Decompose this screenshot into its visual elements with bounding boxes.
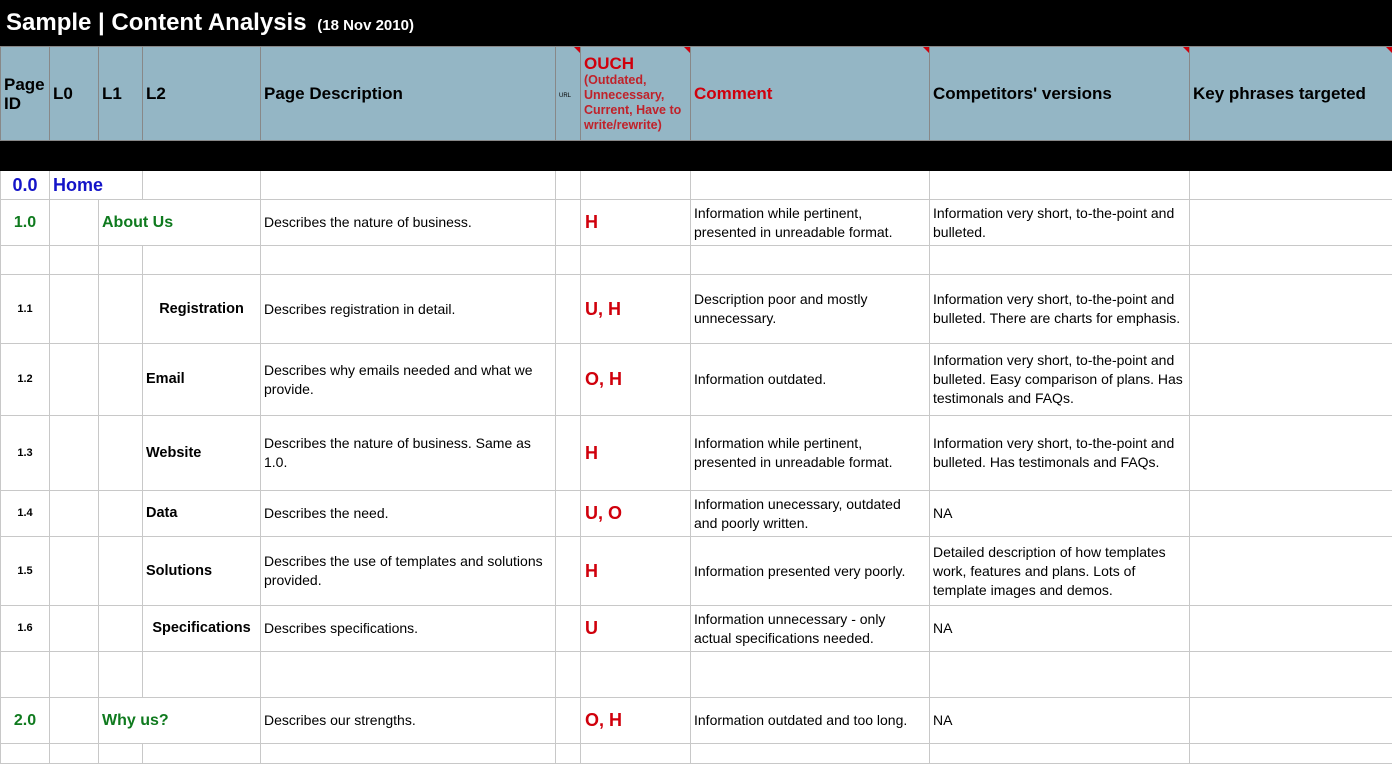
cell-competitor[interactable]: NA (930, 491, 1190, 537)
cell-description[interactable]: Describes specifications. (261, 606, 556, 652)
cell-l0[interactable] (50, 698, 99, 744)
header-page-id[interactable]: Page ID (1, 47, 50, 141)
cell-l2[interactable]: Email (143, 344, 261, 416)
cell-key-phrases[interactable] (1190, 491, 1392, 537)
cell-comment[interactable]: Information unnecessary - only actual specifications needed. (691, 606, 930, 652)
cell-l1[interactable] (99, 606, 143, 652)
cell-competitor[interactable]: Information very short, to-the-point and bulleted. (930, 200, 1190, 246)
cell-key-phrases[interactable] (1190, 744, 1392, 764)
cell-comment[interactable]: Information while pertinent, presented in unreadable format. (691, 200, 930, 246)
cell-page-id[interactable]: 1.0 (1, 200, 50, 246)
cell-comment[interactable] (691, 171, 930, 200)
table-row (1, 698, 1392, 744)
cell-ouch[interactable]: U, O (581, 491, 691, 537)
cell-l0[interactable]: Home (50, 171, 143, 200)
cell-key-phrases[interactable] (1190, 537, 1392, 606)
comment-marker-icon (574, 47, 580, 53)
comment-marker-icon (1386, 47, 1392, 53)
comment-marker-icon (684, 47, 690, 53)
cell-description[interactable]: Describes the use of templates and solutions provided. (261, 537, 556, 606)
cell-description[interactable]: Describes registration in detail. (261, 275, 556, 344)
cell-page-id[interactable]: 0.0 (1, 171, 50, 200)
cell-page-id[interactable]: 2.0 (1, 698, 50, 744)
cell-page-id[interactable] (1, 652, 50, 698)
cell-page-id[interactable]: 1.3 (1, 416, 50, 491)
cell-url[interactable] (556, 171, 581, 200)
comment-marker-icon (1183, 47, 1189, 53)
cell-description[interactable] (261, 744, 556, 764)
title-bar (0, 0, 1392, 46)
header-key-phrases-label: Key phrases targeted (1193, 84, 1366, 103)
cell-key-phrases[interactable] (1190, 200, 1392, 246)
cell-l1[interactable] (99, 344, 143, 416)
cell-comment[interactable] (691, 246, 930, 275)
table-row (1, 537, 1392, 606)
cell-competitor[interactable] (930, 171, 1190, 200)
cell-l2[interactable] (143, 171, 261, 200)
cell-key-phrases[interactable] (1190, 416, 1392, 491)
cell-ouch[interactable]: U, H (581, 275, 691, 344)
header-comment[interactable] (691, 47, 930, 141)
cell-description[interactable]: Describes the nature of business. (261, 200, 556, 246)
cell-l0[interactable] (50, 344, 99, 416)
cell-l0[interactable] (50, 491, 99, 537)
header-description[interactable]: Page Description (261, 47, 556, 141)
cell-key-phrases[interactable] (1190, 606, 1392, 652)
cell-page-id[interactable]: 1.1 (1, 275, 50, 344)
cell-l0[interactable] (50, 744, 99, 764)
cell-ouch[interactable]: O, H (581, 344, 691, 416)
cell-l2[interactable]: Solutions (143, 537, 261, 606)
title-date: (18 Nov 2010) (317, 17, 414, 34)
cell-ouch[interactable]: U (581, 606, 691, 652)
cell-key-phrases[interactable] (1190, 344, 1392, 416)
cell-description[interactable] (261, 171, 556, 200)
cell-l0[interactable] (50, 246, 99, 275)
cell-l2[interactable] (143, 652, 261, 698)
cell-ouch[interactable] (581, 744, 691, 764)
table-row (1, 246, 1392, 275)
header-ouch[interactable] (581, 47, 691, 141)
table-row (1, 744, 1392, 764)
cell-competitor[interactable] (930, 246, 1190, 275)
cell-competitor[interactable]: NA (930, 606, 1190, 652)
cell-ouch[interactable] (581, 246, 691, 275)
cell-l1[interactable]: Why us? (99, 698, 261, 744)
cell-l0[interactable] (50, 416, 99, 491)
header-competitors[interactable] (930, 47, 1190, 141)
header-key-phrases[interactable] (1190, 47, 1392, 141)
cell-description[interactable]: Describes our strengths. (261, 698, 556, 744)
header-ouch-subtitle: (Outdated, Unnecessary, Current, Have to write/rewrite) (584, 73, 687, 133)
cell-l1[interactable] (99, 416, 143, 491)
cell-l0[interactable] (50, 200, 99, 246)
cell-l1[interactable]: About Us (99, 200, 261, 246)
cell-l1[interactable] (99, 275, 143, 344)
header-competitors-label: Competitors' versions (933, 84, 1112, 103)
cell-ouch[interactable]: O, H (581, 698, 691, 744)
cell-page-id[interactable] (1, 246, 50, 275)
cell-url[interactable] (556, 275, 581, 344)
cell-ouch[interactable] (581, 171, 691, 200)
cell-ouch[interactable]: H (581, 537, 691, 606)
cell-page-id[interactable]: 1.6 (1, 606, 50, 652)
table-row (1, 606, 1392, 652)
cell-url[interactable] (556, 744, 581, 764)
cell-l0[interactable] (50, 652, 99, 698)
cell-l1[interactable] (99, 491, 143, 537)
header-row (1, 47, 1392, 141)
cell-comment[interactable]: Information unecessary, outdated and poorly written. (691, 491, 930, 537)
cell-page-id[interactable]: 1.4 (1, 491, 50, 537)
cell-l1[interactable] (99, 744, 143, 764)
cell-competitor[interactable]: Information very short, to-the-point and bulleted. Easy comparison of plans. Has testimonals and FAQs. (930, 344, 1190, 416)
cell-comment[interactable]: Information outdated. (691, 344, 930, 416)
cell-competitor[interactable]: Detailed description of how templates work, features and plans. Lots of template images and demos. (930, 537, 1190, 606)
cell-description[interactable]: Describes the nature of business. Same as 1.0. (261, 416, 556, 491)
cell-description[interactable] (261, 652, 556, 698)
cell-competitor[interactable]: Information very short, to-the-point and bulleted. There are charts for emphasis. (930, 275, 1190, 344)
table-row (1, 344, 1392, 416)
table-row (1, 200, 1392, 246)
table-row (1, 416, 1392, 491)
cell-page-id[interactable]: 1.5 (1, 537, 50, 606)
comment-marker-icon (923, 47, 929, 53)
cell-url[interactable] (556, 344, 581, 416)
header-ouch-label: OUCH (584, 54, 687, 73)
cell-comment[interactable]: Information while pertinent, presented in unreadable format. (691, 416, 930, 491)
cell-l0[interactable] (50, 275, 99, 344)
cell-comment[interactable]: Information presented very poorly. (691, 537, 930, 606)
cell-l0[interactable] (50, 606, 99, 652)
cell-page-id[interactable]: 1.2 (1, 344, 50, 416)
cell-l2[interactable]: Registration (143, 275, 261, 344)
cell-key-phrases[interactable] (1190, 275, 1392, 344)
cell-ouch[interactable]: H (581, 416, 691, 491)
cell-description[interactable]: Describes why emails needed and what we provide. (261, 344, 556, 416)
header-l0[interactable]: L0 (50, 47, 99, 141)
cell-comment[interactable] (691, 744, 930, 764)
cell-ouch[interactable] (581, 652, 691, 698)
cell-competitor[interactable]: NA (930, 698, 1190, 744)
cell-l2[interactable] (143, 744, 261, 764)
table-row (1, 275, 1392, 344)
cell-url[interactable] (556, 606, 581, 652)
spreadsheet-grid (0, 46, 1392, 764)
cell-description[interactable]: Describes the need. (261, 491, 556, 537)
table-row (1, 491, 1392, 537)
table-row (1, 652, 1392, 698)
cell-competitor[interactable]: Information very short, to-the-point and bulleted. Has testimonals and FAQs. (930, 416, 1190, 491)
cell-comment[interactable]: Description poor and mostly unnecessary. (691, 275, 930, 344)
cell-url[interactable] (556, 491, 581, 537)
cell-key-phrases[interactable] (1190, 698, 1392, 744)
cell-comment[interactable]: Information outdated and too long. (691, 698, 930, 744)
cell-l0[interactable] (50, 537, 99, 606)
header-url-label: URL (559, 93, 571, 99)
header-l2[interactable]: L2 (143, 47, 261, 141)
cell-ouch[interactable]: H (581, 200, 691, 246)
cell-page-id[interactable] (1, 744, 50, 764)
cell-url[interactable] (556, 537, 581, 606)
cell-comment[interactable] (691, 652, 930, 698)
header-url[interactable] (556, 47, 581, 141)
cell-l2[interactable]: Specifications (143, 606, 261, 652)
cell-l1[interactable] (99, 652, 143, 698)
title-main: Sample | Content Analysis (6, 9, 307, 36)
table-row (1, 171, 1392, 200)
header-comment-label: Comment (694, 84, 772, 103)
cell-key-phrases[interactable] (1190, 171, 1392, 200)
cell-l1[interactable] (99, 246, 143, 275)
header-l1[interactable]: L1 (99, 47, 143, 141)
sheet-title (6, 9, 414, 37)
separator-row (1, 141, 1392, 171)
cell-competitor[interactable] (930, 744, 1190, 764)
cell-l2[interactable]: Data (143, 491, 261, 537)
cell-url[interactable] (556, 698, 581, 744)
cell-key-phrases[interactable] (1190, 246, 1392, 275)
cell-l2[interactable]: Website (143, 416, 261, 491)
cell-competitor[interactable] (930, 652, 1190, 698)
cell-key-phrases[interactable] (1190, 652, 1392, 698)
cell-url[interactable] (556, 652, 581, 698)
cell-l2[interactable] (143, 246, 261, 275)
cell-url[interactable] (556, 200, 581, 246)
cell-url[interactable] (556, 416, 581, 491)
cell-description[interactable] (261, 246, 556, 275)
cell-url[interactable] (556, 246, 581, 275)
cell-l1[interactable] (99, 537, 143, 606)
